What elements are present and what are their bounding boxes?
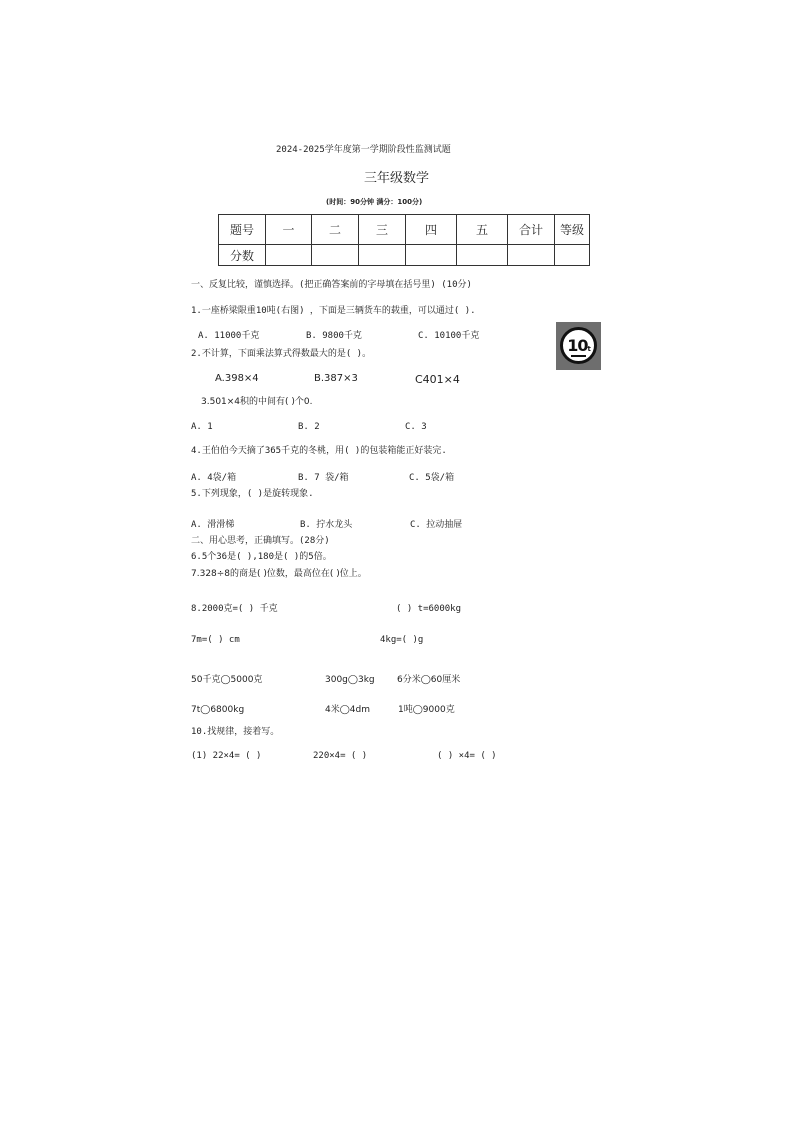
q4-option-c: C. 5袋/箱 — [409, 473, 455, 483]
exam-info: (时间：90分钟 满分：100分) — [326, 198, 423, 206]
q8-d: 4kg=( )g — [380, 635, 424, 645]
q6-text: 6.5个36是( ),180是( )的5倍。 — [191, 552, 332, 562]
score-cell[interactable] — [508, 245, 555, 266]
q10-row1-a: (1) 22×4= ( ) — [191, 751, 262, 761]
q8-a: 8.2000克=( ) 千克 — [191, 604, 278, 614]
score-table-score-row — [219, 245, 590, 266]
q1-option-c: C. 10100千克 — [418, 331, 480, 341]
weight-limit-sign-image — [556, 322, 601, 370]
header-cell: 一 — [266, 215, 312, 245]
q5-option-b: B. 拧水龙头 — [300, 520, 353, 530]
q10-row1-c: ( ) ×4= ( ) — [437, 751, 497, 761]
q10-row1-b: 220×4= ( ) — [313, 751, 368, 761]
q8-b: ( ) t=6000kg — [396, 604, 462, 614]
q3-option-a: A. 1 — [191, 422, 213, 432]
score-cell[interactable] — [555, 245, 590, 266]
q5-text: 5.下列现象，( )是旋转现象. — [191, 489, 314, 499]
q9-row1-b: 300g◯3kg — [325, 675, 375, 685]
q1-text: 1.一座桥梁限重10吨(右图) ，下面是三辆货车的载重，可以通过( ). — [191, 306, 476, 316]
score-table — [218, 214, 590, 266]
q9-row1-c: 6分米◯60厘米 — [397, 675, 461, 685]
header-cell: 合计 — [508, 215, 555, 245]
weight-limit-sign-ring — [560, 327, 597, 364]
q2-text: 2.不计算，下面乘法算式得数最大的是( )。 — [191, 349, 372, 359]
score-cell[interactable] — [406, 245, 457, 266]
section1-title: 一、反复比较，谨慎选择。(把正确答案前的字母填在括号里) (10分) — [191, 280, 472, 290]
q5-option-c: C. 拉动抽屉 — [410, 520, 463, 530]
q3-option-b: B. 2 — [298, 422, 320, 432]
sign-number: 10 — [567, 336, 588, 355]
q9-row1-a: 50千克◯5000克 — [191, 675, 263, 685]
section2-title: 二、用心思考，正确填写。(28分) — [191, 536, 330, 546]
score-cell[interactable] — [266, 245, 312, 266]
q8-c: 7m=( ) cm — [191, 635, 240, 645]
exam-title: 2024-2025学年度第一学期阶段性监测试题 — [276, 145, 451, 155]
header-cell: 等级 — [555, 215, 590, 245]
q1-option-a: A. 11000千克 — [198, 331, 260, 341]
q4-option-b: B. 7 袋/箱 — [298, 473, 349, 483]
q7-text: 7.328÷8的商是( )位数，最高位在( )位上。 — [191, 569, 367, 579]
score-row-label: 分数 — [219, 245, 266, 266]
q10-title: 10.找规律，接着写。 — [191, 727, 280, 737]
q2-option-c: C401×4 — [415, 373, 460, 386]
q5-option-a: A. 滑滑梯 — [191, 520, 235, 530]
q3-option-c: C. 3 — [405, 422, 427, 432]
q9-row2-a: 7t◯6800kg — [191, 705, 245, 715]
header-cell: 题号 — [219, 215, 266, 245]
q2-option-a: A.398×4 — [215, 373, 259, 384]
q2-option-b: B.387×3 — [314, 373, 358, 384]
header-cell: 四 — [406, 215, 457, 245]
sign-arrow-icon — [571, 355, 586, 357]
score-cell[interactable] — [312, 245, 359, 266]
sign-unit: t — [587, 345, 590, 353]
header-cell: 三 — [359, 215, 406, 245]
header-cell: 二 — [312, 215, 359, 245]
subject-title: 三年级数学 — [364, 171, 430, 186]
score-cell[interactable] — [457, 245, 508, 266]
score-cell[interactable] — [359, 245, 406, 266]
q3-text: 3.501×4积的中间有( )个0. — [201, 397, 313, 407]
q9-row2-b: 4米◯4dm — [325, 705, 371, 715]
q1-option-b: B. 9800千克 — [306, 331, 362, 341]
q9-row2-c: 1吨◯9000克 — [398, 705, 455, 715]
header-cell: 五 — [457, 215, 508, 245]
score-table-header-row — [219, 215, 590, 245]
q4-option-a: A. 4袋/箱 — [191, 473, 237, 483]
q4-text: 4.王伯伯今天摘了365千克的冬桃，用( )的包装箱能正好装完. — [191, 446, 447, 456]
